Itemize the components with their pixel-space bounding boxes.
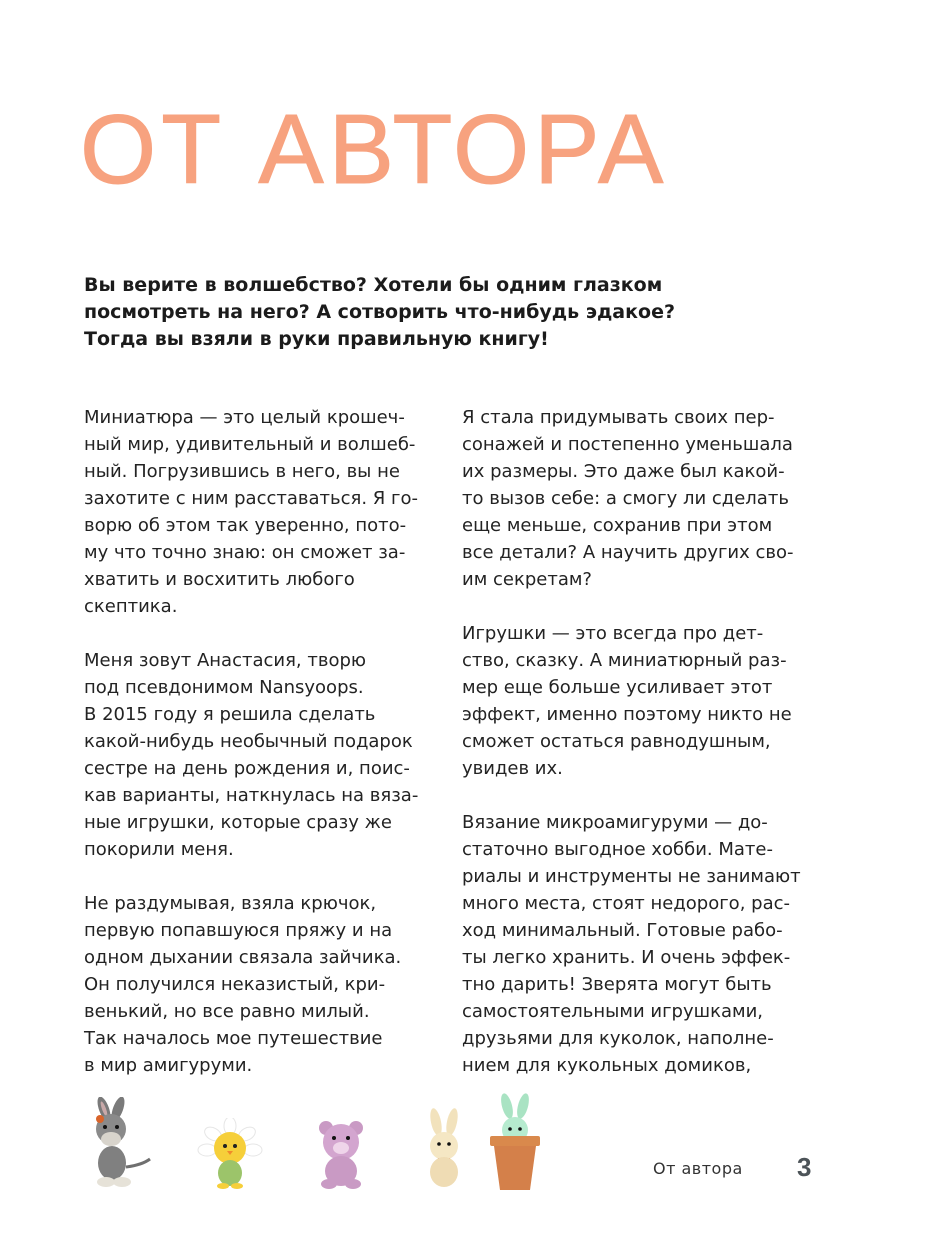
text-line: Не раздумывая, взяла крючок, (84, 893, 377, 914)
paragraph (84, 890, 436, 1079)
text-line: одном дыхании связала зайчика. (84, 947, 402, 968)
text-line: ход минимальный. Готовые рабо- (462, 920, 783, 941)
text-line: му что точно знаю: он сможет за- (84, 542, 406, 563)
text-line: под псевдонимом Nansyoops. (84, 677, 364, 698)
bunny-toy (416, 1108, 472, 1190)
text-line: сонажей и постепенно уменьшала (462, 434, 793, 455)
text-line: много места, стоят недорого, рас- (462, 893, 790, 914)
text-line: эффект, именно поэтому никто не (462, 704, 792, 725)
bunny-in-pot-toy (482, 1092, 548, 1192)
chick-toy (195, 1118, 265, 1190)
paragraph (462, 620, 814, 782)
donkey-toy (80, 1097, 160, 1189)
left-column (84, 404, 436, 1106)
lead-line: Тогда вы взяли в руки правильную книгу! (84, 328, 549, 350)
text-line: Миниатюра — это целый крошеч- (84, 407, 405, 428)
text-line: ворю об этом так уверенно, пото- (84, 515, 407, 536)
text-line: венький, но все равно милый. (84, 1001, 370, 1022)
text-line: тно дарить! Зверята могут быть (462, 974, 772, 995)
text-line: ты легко хранить. И очень эффек- (462, 947, 791, 968)
text-line: захотите с ним расставаться. Я го- (84, 488, 418, 509)
text-line: скептика. (84, 596, 178, 617)
paragraph (462, 404, 814, 593)
page-number: 3 (797, 1152, 812, 1182)
bear-toy (312, 1116, 374, 1190)
text-line: увидев их. (462, 758, 563, 779)
text-line: друзьями для куколок, наполне- (462, 1028, 774, 1049)
text-line: какой-нибудь необычный подарок (84, 731, 413, 752)
text-line: ный мир, удивительный и волшеб- (84, 434, 416, 455)
text-line: сможет остаться равнодушным, (462, 731, 771, 752)
text-line: риалы и инструменты не занимают (462, 866, 801, 887)
text-line: первую попавшуюся пряжу и на (84, 920, 393, 941)
lead-line: посмотреть на него? А сотворить что-нибудь эдакое? (84, 301, 675, 323)
paragraph (84, 404, 436, 620)
running-footer-section: От автора (653, 1159, 743, 1178)
text-line: кав варианты, наткнулась на вяза- (84, 785, 419, 806)
text-line: ные игрушки, которые сразу же (84, 812, 392, 833)
text-line: мер еще больше усиливает этот (462, 677, 773, 698)
text-line: самостоятельными игрушками, (462, 1001, 763, 1022)
text-line: Так началось мое путешествие (84, 1028, 383, 1049)
right-column (462, 404, 814, 1106)
text-line: Я стала придумывать своих пер- (462, 407, 775, 428)
text-line: статочно выгодное хобби. Мате- (462, 839, 773, 860)
text-line: нием для кукольных домиков, (462, 1055, 752, 1076)
text-line: в мир амигуруми. (84, 1055, 253, 1076)
text-line: то вызов себе: а смогу ли сделать (462, 488, 789, 509)
text-line: покорили меня. (84, 839, 234, 860)
text-line: Игрушки — это всегда про дет- (462, 623, 764, 644)
text-line: хватить и восхитить любого (84, 569, 355, 590)
paragraph (84, 647, 436, 863)
toy-illustrations (80, 1092, 550, 1202)
text-line: все детали? А научить других сво- (462, 542, 794, 563)
text-line: еще меньше, сохранив при этом (462, 515, 773, 536)
text-line: их размеры. Это даже был какой- (462, 461, 785, 482)
lead-paragraph (84, 272, 704, 353)
text-line: Меня зовут Анастасия, творю (84, 650, 367, 671)
text-line: В 2015 году я решила сделать (84, 704, 376, 725)
page-title: ОТ АВТОРА (80, 94, 669, 204)
text-line: Он получился неказистый, кри- (84, 974, 386, 995)
text-line: сестре на день рождения и, поис- (84, 758, 410, 779)
paragraph (462, 809, 814, 1079)
text-line: им секретам? (462, 569, 592, 590)
lead-line: Вы верите в волшебство? Хотели бы одним глазком (84, 274, 663, 296)
text-line: ный. Погрузившись в него, вы не (84, 461, 400, 482)
text-line: ство, сказку. А миниатюрный раз- (462, 650, 787, 671)
text-line: Вязание микроамигуруми — до- (462, 812, 768, 833)
